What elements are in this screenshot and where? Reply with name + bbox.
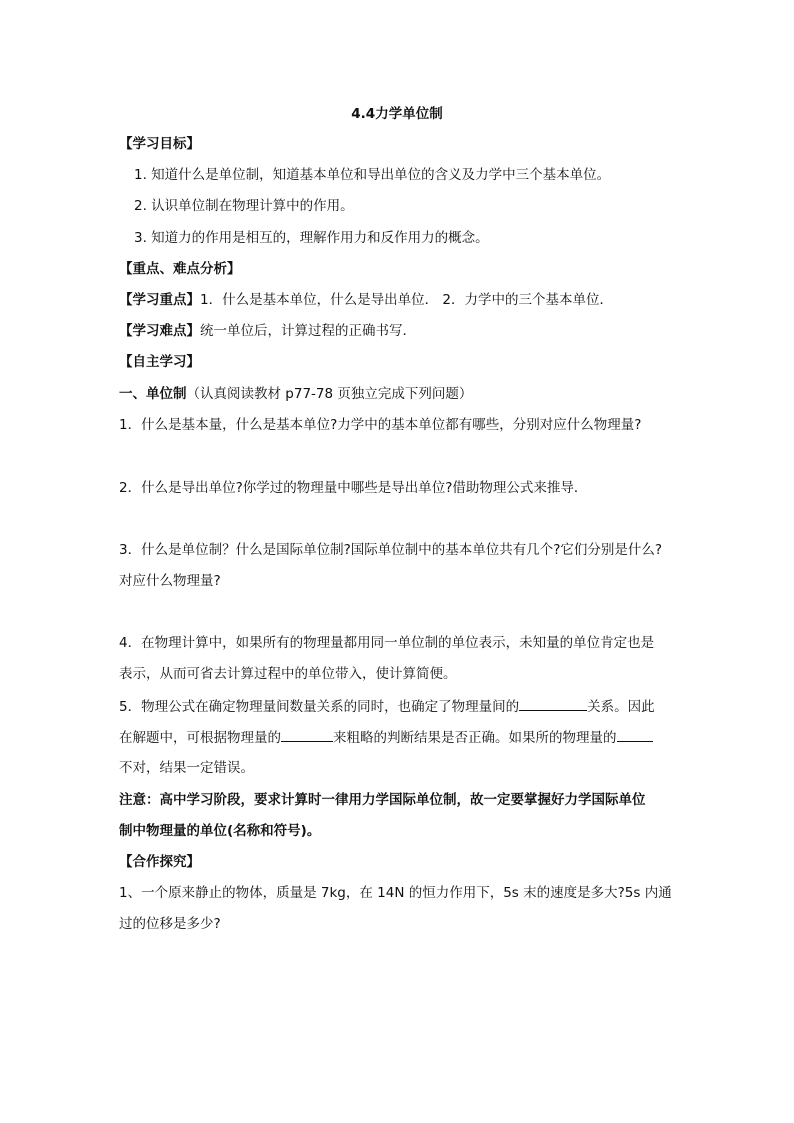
difficult-text: 统一单位后，计算过程的正确书写． [200, 323, 416, 339]
key-difficult-heading: 【重点、难点分析】 [119, 261, 241, 277]
question-5-text-c: 在解题中，可根据物理量的 [119, 730, 281, 746]
note-line-1: 注意：高中学习阶段，要求计算时一律用力学国际单位制，故一定要掌握好力学国际单位 [119, 792, 646, 808]
fill-blank-unit[interactable] [281, 727, 333, 742]
key-points-text: 1．什么是基本单位，什么是导出单位． 2．力学中的三个基本单位． [200, 292, 613, 308]
question-4-line-2: 表示，从而可省去计算过程中的单位带入，使计算简便。 [119, 666, 457, 682]
goals-heading: 【学习目标】 [119, 136, 200, 152]
question-5-line-3: 不对，结果一定错误。 [119, 760, 254, 776]
note-line-2: 制中物理量的单位(名称和符号)。 [119, 823, 321, 839]
fill-blank-relation[interactable] [519, 696, 587, 711]
page-title: 4.4力学单位制 [351, 106, 443, 122]
goal-item-3: 3. 知道力的作用是相互的，理解作用力和反作用力的概念。 [134, 230, 489, 246]
question-3-line-1: 3．什么是单位制？什么是国际单位制?国际单位制中的基本单位共有几个?它们分别是什么? [119, 542, 663, 558]
unit-system-label: 一、单位制 [119, 386, 187, 402]
fill-blank-unit-2[interactable] [617, 727, 653, 742]
key-points-label: 【学习重点】 [119, 292, 200, 308]
coop-question-1-line-1: 1、一个原来静止的物体，质量是 7kg，在 14N 的恒力作用下，5s 末的速度是多大?5s 内通 [119, 885, 672, 901]
question-1: 1．什么是基本量，什么是基本单位?力学中的基本单位都有哪些，分别对应什么物理量? [119, 417, 642, 433]
question-2: 2．什么是导出单位?你学过的物理量中哪些是导出单位?借助物理公式来推导． [119, 480, 588, 496]
key-points-line [119, 290, 679, 310]
question-5-text-a: 5．物理公式在确定物理量间数量关系的同时，也确定了物理量间的 [119, 699, 520, 715]
self-study-heading: 【自主学习】 [119, 354, 200, 370]
question-5-line-2 [119, 727, 679, 748]
question-4-line-1: 4．在物理计算中，如果所有的物理量都用同一单位制的单位表示，未知量的单位肯定也是 [119, 635, 655, 651]
question-5-line-1 [119, 696, 679, 717]
question-3-line-2: 对应什么物理量? [119, 573, 221, 589]
coop-question-1-line-2: 过的位移是多少? [119, 916, 221, 932]
difficult-points-line [119, 321, 679, 341]
goal-item-2: 2. 认识单位制在物理计算中的作用。 [134, 198, 354, 214]
unit-system-note: （认真阅读教材 p77-78 页独立完成下列问题） [186, 386, 473, 402]
difficult-label: 【学习难点】 [119, 323, 200, 339]
coop-heading: 【合作探究】 [119, 854, 200, 870]
goal-item-1: 1. 知道什么是单位制，知道基本单位和导出单位的含义及力学中三个基本单位。 [134, 167, 611, 183]
question-5-text-d: 来粗略的判断结果是否正确。如果所的物理量的 [333, 730, 617, 746]
question-5-text-b: 关系。因此 [587, 699, 655, 715]
unit-system-line [119, 384, 679, 404]
